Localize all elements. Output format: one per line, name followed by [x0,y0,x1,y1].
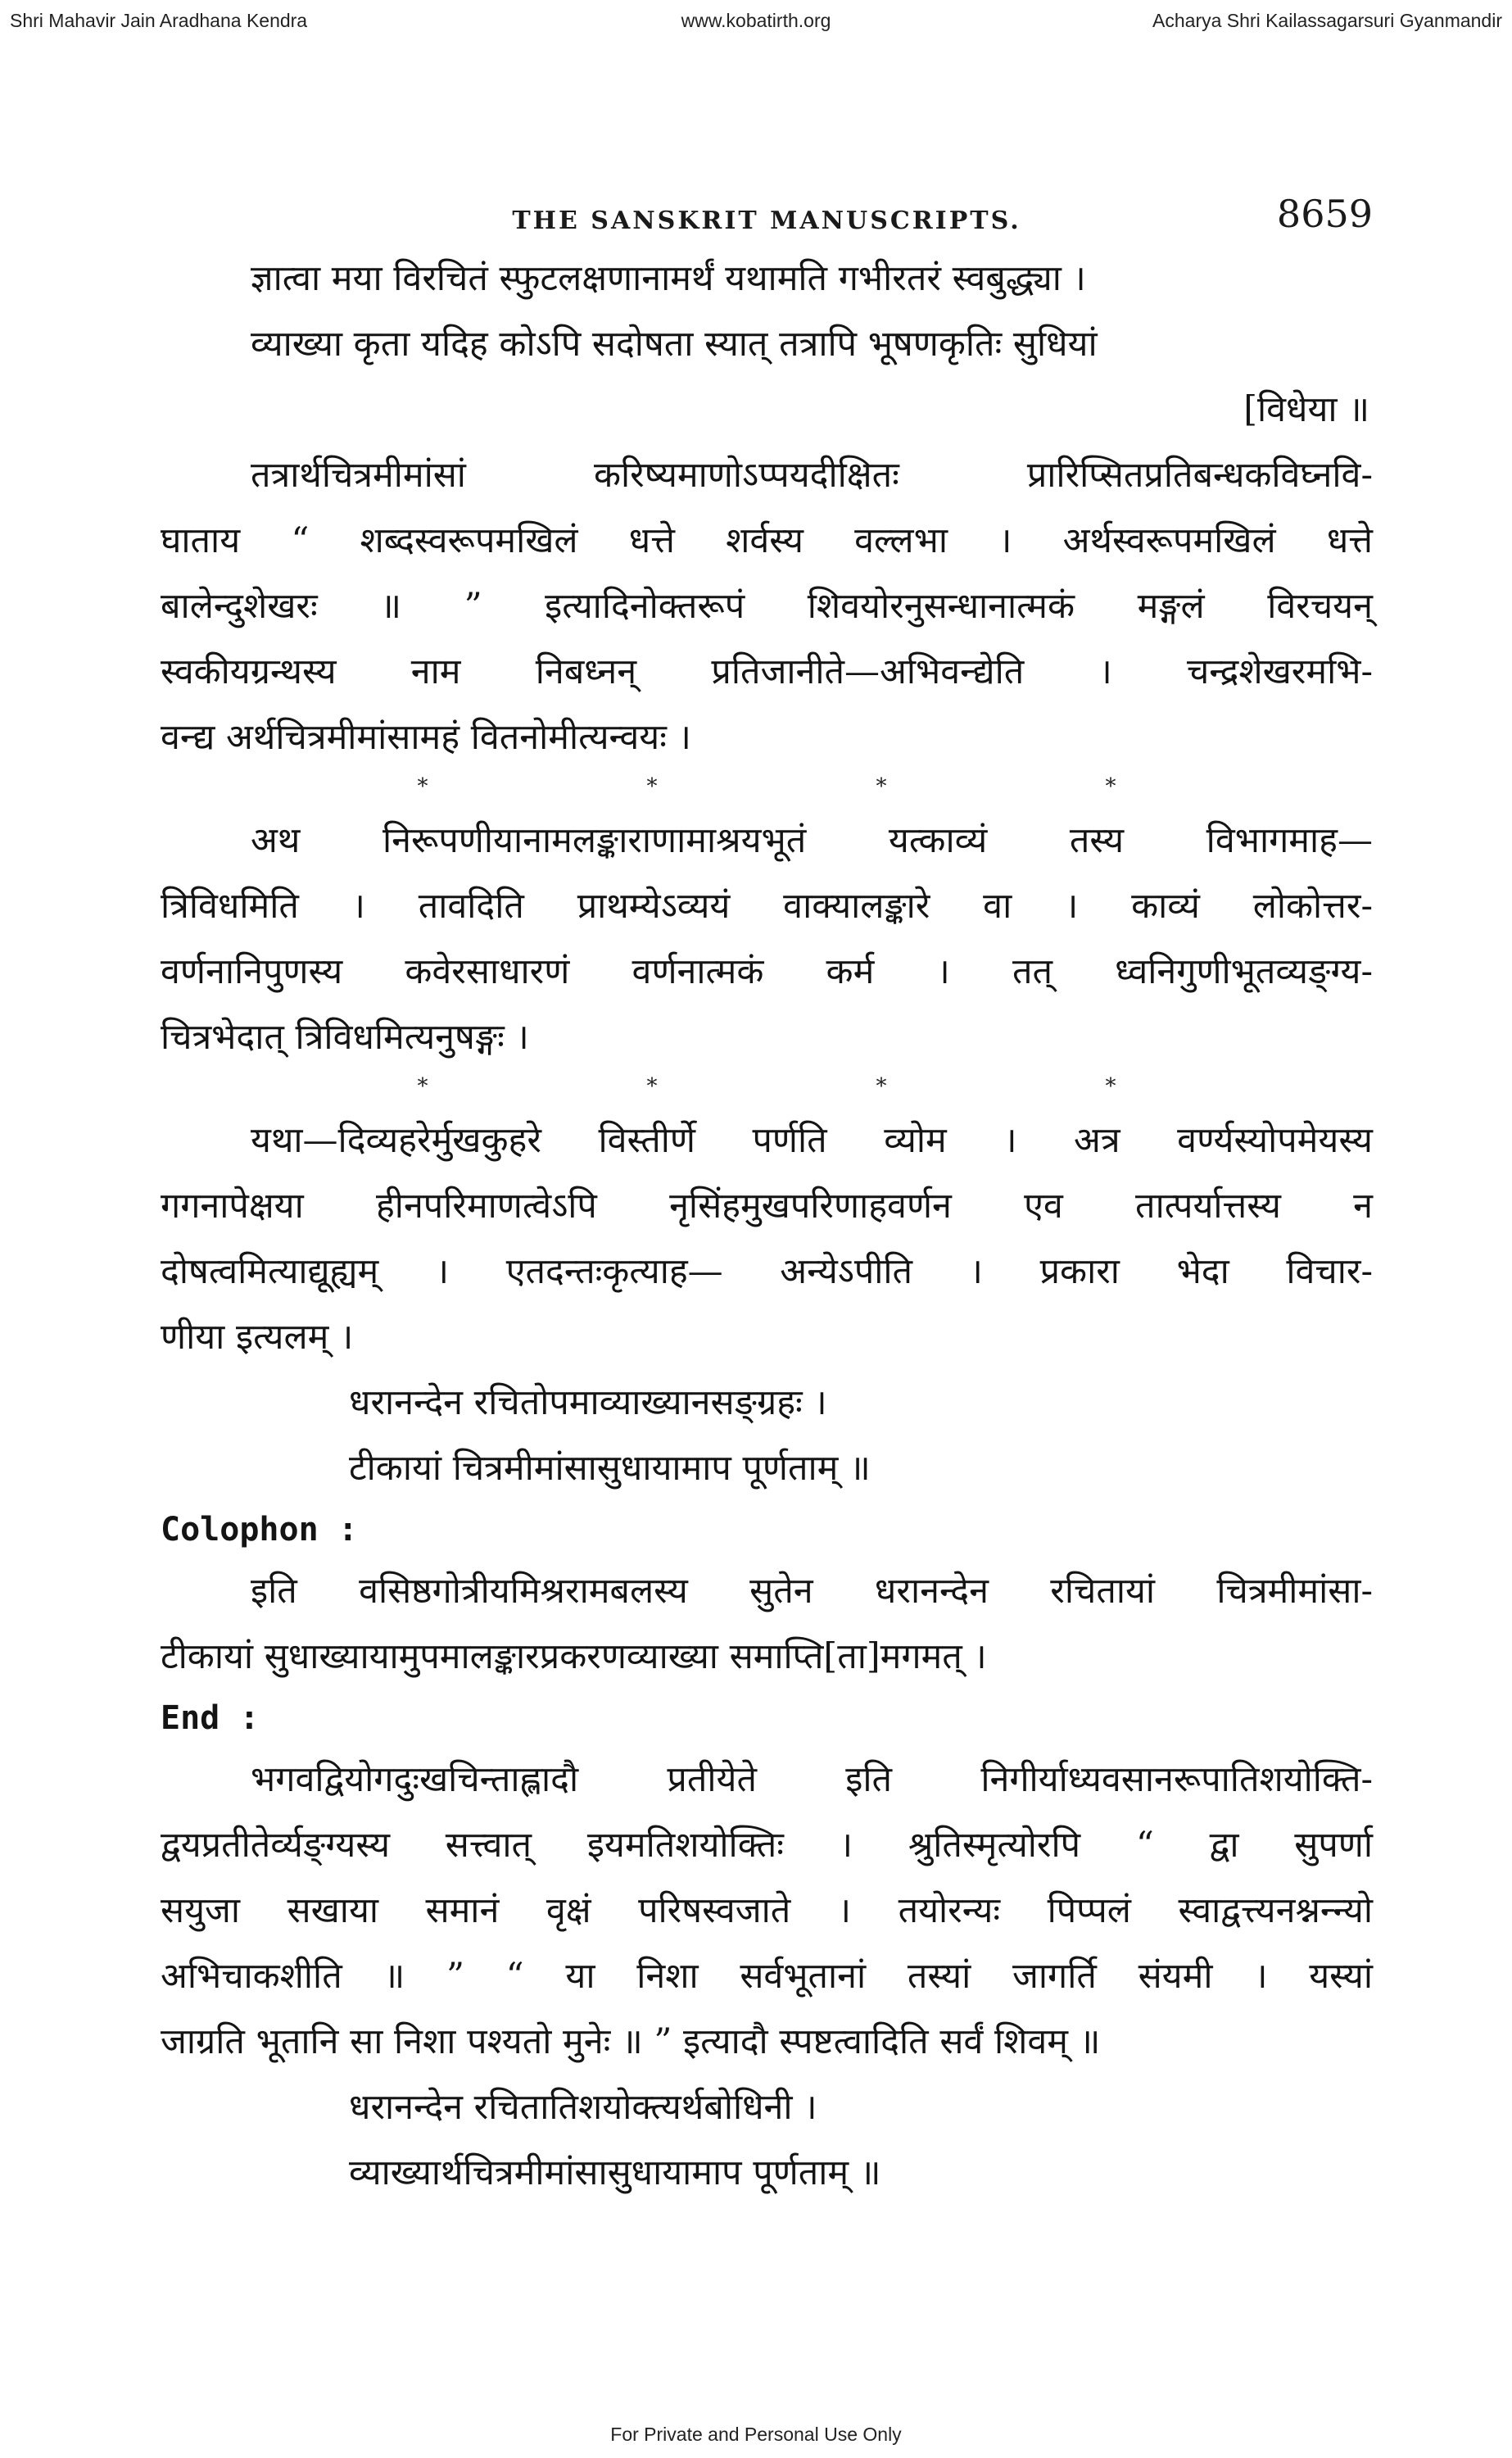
text-line: स्वकीयग्रन्थस्य नाम निबध्नन् प्रतिजानीते—अभिवन्द्येति । चन्द्रशेखरमभि- [161,651,1373,692]
footer-notice: For Private and Personal Use Only [610,2424,902,2445]
colophon-label: Colophon : [161,1511,358,1549]
star-separator [161,770,1373,808]
verse-line: [विधेया ॥ [1243,389,1369,430]
commentary-paragraph-3 [161,1108,1373,1370]
text-line: तत्रार्थचित्रमीमांसां करिष्यमाणोऽप्पयदीक्षितः प्रारिप्सितप्रतिबन्धकविघ्नवि- [251,455,1373,496]
end-text [161,1747,1373,2075]
verse-line: व्याख्यार्थचित्रमीमांसासुधायामाप पूर्णताम् ॥ [349,2152,881,2193]
commentary-paragraph-1 [161,442,1373,770]
closing-verse-1 [161,1370,1373,1501]
colophon-text [161,1558,1373,1689]
commentary-paragraph-2 [161,808,1373,1070]
text-line: णीया इत्यलम् । [161,1317,354,1358]
verse-line: धरानन्देन रचितातिशयोक्त्यर्थबोधिनी । [349,2087,817,2128]
star-separator [161,1070,1373,1108]
text-line: इति वसिष्ठगोत्रीयमिश्ररामबलस्य सुतेन धरानन्देन रचितायां चित्रमीमांसा- [251,1571,1373,1612]
text-line: अभिचाकशीति ॥ ” “ या निशा सर्वभूतानां तस्यां जागर्ति संयमी । यस्यां [161,1956,1373,1997]
end-label: End : [161,1699,260,1737]
page-number: 8659 [1276,192,1373,236]
text-line: दोषत्वमित्याद्यूह्यम् । एतदन्तःकृत्याह— अन्येऽपीति । प्रकारा भेदा विचार- [161,1251,1373,1292]
banner-left: Shri Mahavir Jain Aradhana Kendra [10,10,308,31]
text-line: बालेन्दुशेखरः ॥ ” इत्यादिनोक्तरूपं शिवयोरनुसन्धानात्मकं मङ्गलं विरचयन् [161,586,1373,627]
banner-right: Acharya Shri Kailassagarsuri Gyanmandir [1152,10,1502,31]
running-head [161,180,1373,246]
running-title: THE SANSKRIT MANUSCRIPTS. [512,206,1021,235]
text-line: द्वयप्रतीतेर्व्यङ्ग्यस्य सत्त्वात् इयमतिशयोक्तिः । श्रुतिस्मृत्योरपि “ द्वा सुपर्णा [161,1825,1373,1866]
text-line: घाताय “ शब्दस्वरूपमखिलं धत्ते शर्वस्य वल्लभा । अर्थस्वरूपमखिलं धत्ते [161,520,1373,561]
archive-banner [0,10,1512,43]
manuscript-page [161,180,1373,2206]
separator-star: * [646,1074,658,1099]
text-line: सयुजा सखाया समानं वृक्षं परिषस्वजाते । तयोरन्यः पिप्पलं स्वाद्वत्त्यनश्नन्न्यो [161,1890,1373,1931]
text-line: वर्णनानिपुणस्य कवेरसाधारणं वर्णनात्मकं कर्म । तत् ध्वनिगुणीभूतव्यङ्ग्य- [161,951,1373,992]
text-line: गगनापेक्षया हीनपरिमाणत्वेऽपि नृसिंहमुखपरिणाहवर्णन एव तात्पर्यात्तस्य न [161,1186,1373,1227]
text-line: अथ निरूपणीयानामलङ्काराणामाश्रयभूतं यत्काव्यं तस्य विभागमाह— [251,820,1373,861]
verse-line: टीकायां चित्रमीमांसासुधायामाप पूर्णताम् ॥ [349,1448,871,1489]
closing-verse-2 [161,2075,1373,2206]
separator-star: * [1105,1074,1116,1099]
separator-star: * [876,1074,887,1099]
text-line: जाग्रति भूतानि सा निशा पश्यतो मुनेः ॥ ” इत्यादौ स्पष्टत्वादिति सर्वं शिवम् ॥ [161,2021,1101,2062]
verse-line: धरानन्देन रचितोपमाव्याख्यानसङ्ग्रहः । [349,1382,827,1423]
opening-verse [161,246,1373,442]
separator-star: * [417,1074,428,1099]
separator-star: * [1105,774,1116,799]
separator-star: * [876,774,887,799]
banner-center: www.kobatirth.org [681,10,831,31]
text-line: भगवद्वियोगदुःखचिन्ताह्लादौ प्रतीयेते इति निगीर्याध्यवसानरूपातिशयोक्ति- [251,1759,1373,1800]
separator-star: * [646,774,658,799]
text-line: यथा—दिव्यहरेर्मुखकुहरे विस्तीर्णे पर्णति व्योम । अत्र वर्ण्यस्योपमेयस्य [251,1120,1373,1161]
text-line: वन्द्य अर्थचित्रमीमांसामहं वितनोमीत्यन्वयः । [161,717,691,758]
text-line: त्रिविधमिति । तावदिति प्राथम्येऽव्ययं वाक्यालङ्कारे वा । काव्यं लोकोत्तर- [161,886,1373,927]
separator-star: * [417,774,428,799]
text-line: टीकायां सुधाख्यायामुपमालङ्कारप्रकरणव्याख्या समाप्ति[ता]मगमत् । [161,1636,987,1677]
verse-line: ज्ञात्वा मया विरचितं स्फुटलक्षणानामर्थं यथामति गभीरतरं स्वबुद्ध्या । [251,258,1086,299]
text-line: चित्रभेदात् त्रिविधमित्यनुषङ्गः । [161,1017,529,1058]
verse-line: व्याख्या कृता यदिह कोऽपि सदोषता स्यात् तत्रापि भूषणकृतिः सुधियां [251,324,1098,365]
